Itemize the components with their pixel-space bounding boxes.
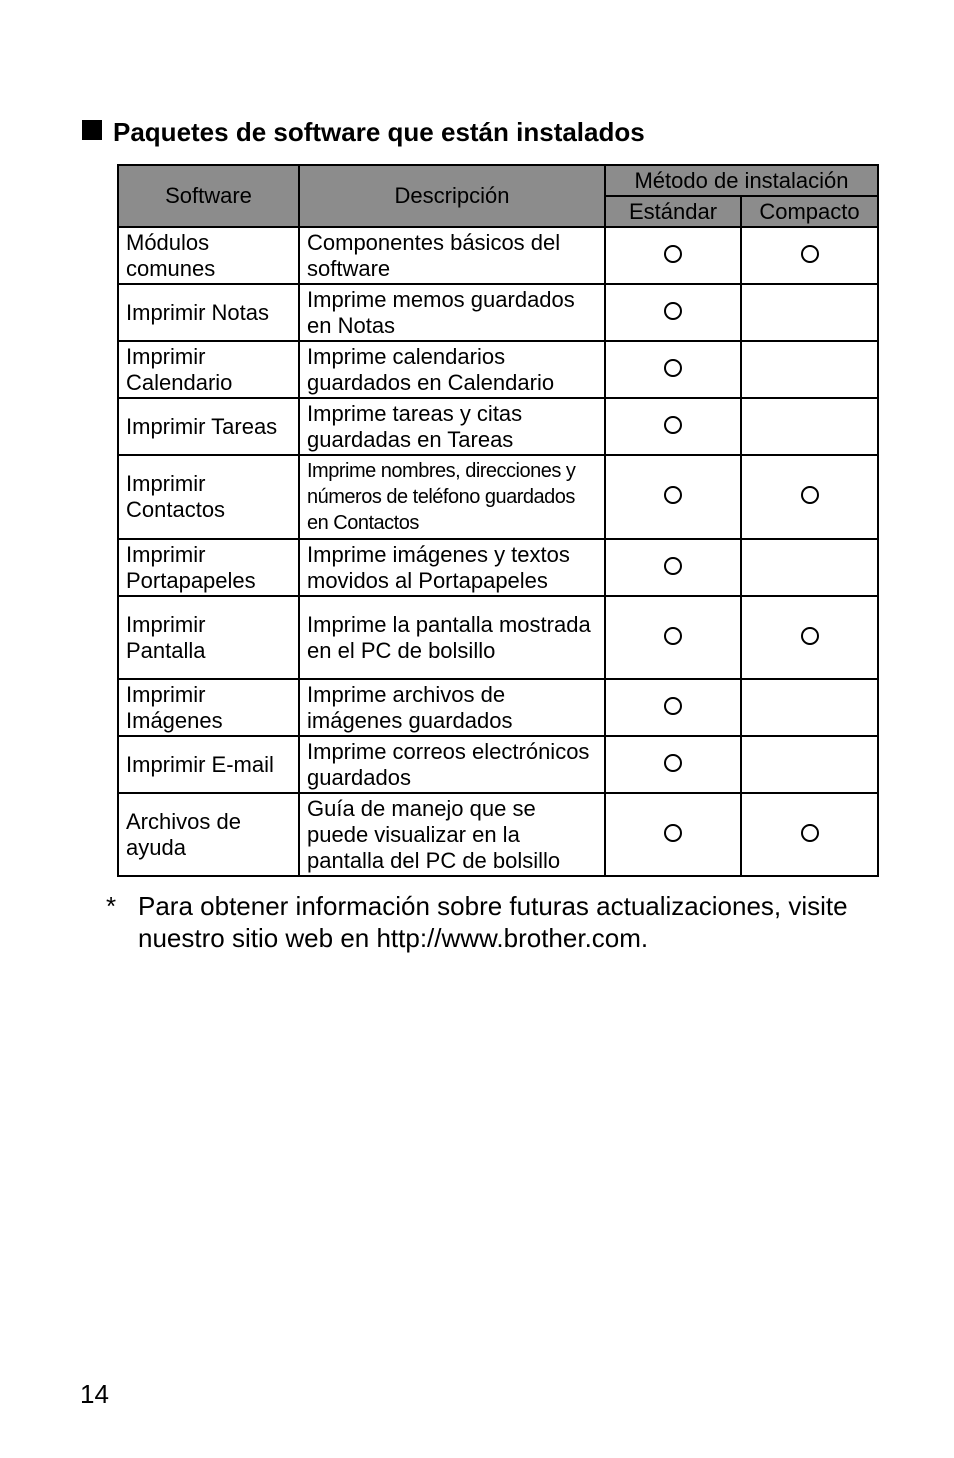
square-bullet-icon [82, 120, 102, 140]
cell-estandar [605, 341, 741, 398]
circle-mark-icon [801, 824, 819, 842]
cell-software: Imprimir Notas [118, 284, 299, 341]
circle-mark-icon [664, 486, 682, 504]
cell-descripcion: Componentes básicos del software [299, 227, 605, 284]
cell-software: Archivos de ayuda [118, 793, 299, 876]
circle-mark-icon [664, 697, 682, 715]
cell-software: Imprimir Tareas [118, 398, 299, 455]
footnote-marker: * [106, 891, 117, 921]
header-software: Software [118, 165, 299, 227]
cell-software: Imprimir Pantalla [118, 596, 299, 679]
cell-descripcion: Imprime calendarios guardados en Calendario [299, 341, 605, 398]
circle-mark-icon [664, 359, 682, 377]
header-descripcion: Descripción [299, 165, 605, 227]
table-row [118, 736, 878, 793]
header-metodo: Método de instalación [605, 165, 878, 196]
cell-estandar [605, 736, 741, 793]
footnote-text: Para obtener información sobre futuras actualizaciones, visite nuestro sitio web en http://www.brother.com. [138, 891, 848, 953]
cell-compacto [741, 284, 878, 341]
cell-compacto [741, 596, 878, 679]
cell-compacto [741, 539, 878, 596]
circle-mark-icon [664, 416, 682, 434]
cell-estandar [605, 284, 741, 341]
cell-compacto [741, 227, 878, 284]
cell-compacto [741, 793, 878, 876]
table-row [118, 793, 878, 876]
cell-software: Módulos comunes [118, 227, 299, 284]
cell-estandar [605, 596, 741, 679]
table-row [118, 227, 878, 284]
table-row [118, 398, 878, 455]
cell-compacto [741, 679, 878, 736]
cell-compacto [741, 736, 878, 793]
circle-mark-icon [664, 557, 682, 575]
circle-mark-icon [664, 302, 682, 320]
cell-software: Imprimir Contactos [118, 455, 299, 539]
cell-estandar [605, 227, 741, 284]
header-compacto: Compacto [741, 196, 878, 227]
cell-estandar [605, 398, 741, 455]
cell-software: Imprimir E-mail [118, 736, 299, 793]
table-row [118, 596, 878, 679]
table-row [118, 455, 878, 539]
table-row [118, 679, 878, 736]
page-number: 14 [80, 1379, 109, 1409]
cell-software: Imprimir Imágenes [118, 679, 299, 736]
cell-descripcion: Guía de manejo que se puede visualizar en la pantalla del PC de bolsillo [299, 793, 605, 876]
section-heading [82, 114, 645, 150]
cell-software: Imprimir Calendario [118, 341, 299, 398]
circle-mark-icon [664, 245, 682, 263]
cell-descripcion: Imprime archivos de imágenes guardados [299, 679, 605, 736]
cell-descripcion: Imprime tareas y citas guardadas en Tareas [299, 398, 605, 455]
cell-estandar [605, 539, 741, 596]
cell-compacto [741, 341, 878, 398]
cell-estandar [605, 793, 741, 876]
cell-compacto [741, 455, 878, 539]
cell-descripcion: Imprime la pantalla mostrada en el PC de bolsillo [299, 596, 605, 679]
cell-compacto [741, 398, 878, 455]
cell-estandar [605, 679, 741, 736]
cell-descripcion: Imprime correos electrónicos guardados [299, 736, 605, 793]
table-row [118, 341, 878, 398]
software-table [117, 164, 879, 877]
footnote [106, 890, 896, 954]
cell-descripcion: Imprime memos guardados en Notas [299, 284, 605, 341]
circle-mark-icon [664, 627, 682, 645]
circle-mark-icon [801, 627, 819, 645]
cell-descripcion: Imprime nombres, direcciones y números de teléfono guardados en Contactos [299, 455, 605, 539]
cell-software: Imprimir Portapapeles [118, 539, 299, 596]
circle-mark-icon [801, 245, 819, 263]
section-heading-text: Paquetes de software que están instalados [113, 117, 645, 147]
circle-mark-icon [801, 486, 819, 504]
circle-mark-icon [664, 754, 682, 772]
circle-mark-icon [664, 824, 682, 842]
cell-estandar [605, 455, 741, 539]
table-row [118, 539, 878, 596]
table-row [118, 284, 878, 341]
cell-descripcion: Imprime imágenes y textos movidos al Portapapeles [299, 539, 605, 596]
header-estandar: Estándar [605, 196, 741, 227]
